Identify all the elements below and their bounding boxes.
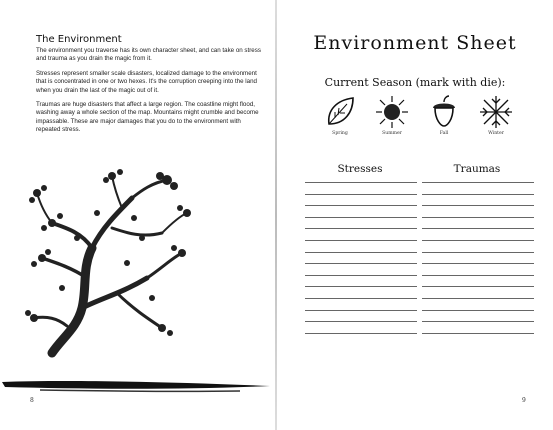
- paragraph-intro: The environment you traverse has its own character sheet, and can take on stress and trauma as you drain the magic from it.: [36, 47, 261, 63]
- page-number-right: 9: [522, 397, 526, 404]
- sun-icon: [372, 94, 412, 130]
- traumas-lines: [422, 182, 534, 344]
- sheet-title: Environment Sheet: [313, 32, 517, 54]
- season-spring[interactable]: [317, 94, 363, 146]
- stress-write-line[interactable]: [305, 194, 417, 195]
- leaf-icon: [323, 94, 357, 130]
- season-fall[interactable]: [421, 94, 467, 146]
- trauma-write-line[interactable]: [422, 194, 534, 195]
- stress-write-line[interactable]: [305, 275, 417, 276]
- stress-write-line[interactable]: [305, 321, 417, 322]
- trauma-write-line[interactable]: [422, 321, 534, 322]
- season-winter[interactable]: [473, 94, 519, 146]
- trauma-write-line[interactable]: [422, 182, 534, 183]
- trauma-write-line[interactable]: [422, 333, 534, 334]
- season-label-winter: Winter: [488, 131, 504, 136]
- page-number-left: 8: [30, 397, 34, 404]
- trauma-write-line[interactable]: [422, 263, 534, 264]
- trauma-write-line[interactable]: [422, 217, 534, 218]
- trauma-write-line[interactable]: [422, 252, 534, 253]
- stress-write-line[interactable]: [305, 310, 417, 311]
- stresses-heading: Stresses: [337, 163, 383, 175]
- trauma-write-line[interactable]: [422, 240, 534, 241]
- acorn-icon: [427, 94, 461, 130]
- paragraph-stresses: Stresses represent smaller scale disasters, localized damage to the environment that is concentrated in one or two hexes. It's the corruption creeping into the land when you drain the last of the magic out of it.: [36, 69, 257, 94]
- stress-write-line[interactable]: [305, 252, 417, 253]
- trauma-write-line[interactable]: [422, 228, 534, 229]
- trauma-write-line[interactable]: [422, 286, 534, 287]
- season-selector: [317, 94, 537, 146]
- stress-write-line[interactable]: [305, 240, 417, 241]
- stress-write-line[interactable]: [305, 263, 417, 264]
- season-label-summer: Summer: [382, 131, 402, 136]
- tree-illustration: [22, 168, 192, 368]
- season-summer[interactable]: [369, 94, 415, 146]
- snowflake-icon: [478, 94, 514, 130]
- stress-write-line[interactable]: [305, 182, 417, 183]
- left-text-block: [36, 34, 266, 141]
- stress-write-line[interactable]: [305, 286, 417, 287]
- season-heading: Current Season (mark with die):: [324, 76, 506, 89]
- stress-write-line[interactable]: [305, 333, 417, 334]
- trauma-write-line[interactable]: [422, 275, 534, 276]
- trauma-write-line[interactable]: [422, 205, 534, 206]
- stress-write-line[interactable]: [305, 205, 417, 206]
- right-page: [277, 0, 553, 430]
- section-title: The Environment: [36, 34, 122, 45]
- season-label-spring: Spring: [332, 131, 348, 136]
- paragraph-traumas: Traumas are huge disasters that affect a large region. The coastline might flood, washing away a whole section of the map. Mountains might crumble and become impassable. These are major damages that you do to the environment with repeated stress.: [36, 101, 259, 134]
- trauma-write-line[interactable]: [422, 298, 534, 299]
- stresses-lines: [305, 182, 417, 344]
- ground-brushstroke: [0, 370, 276, 400]
- stress-write-line[interactable]: [305, 228, 417, 229]
- season-label-fall: Fall: [439, 131, 449, 136]
- stress-write-line[interactable]: [305, 217, 417, 218]
- left-page: [0, 0, 276, 430]
- traumas-heading: Traumas: [453, 163, 501, 175]
- stress-write-line[interactable]: [305, 298, 417, 299]
- trauma-write-line[interactable]: [422, 310, 534, 311]
